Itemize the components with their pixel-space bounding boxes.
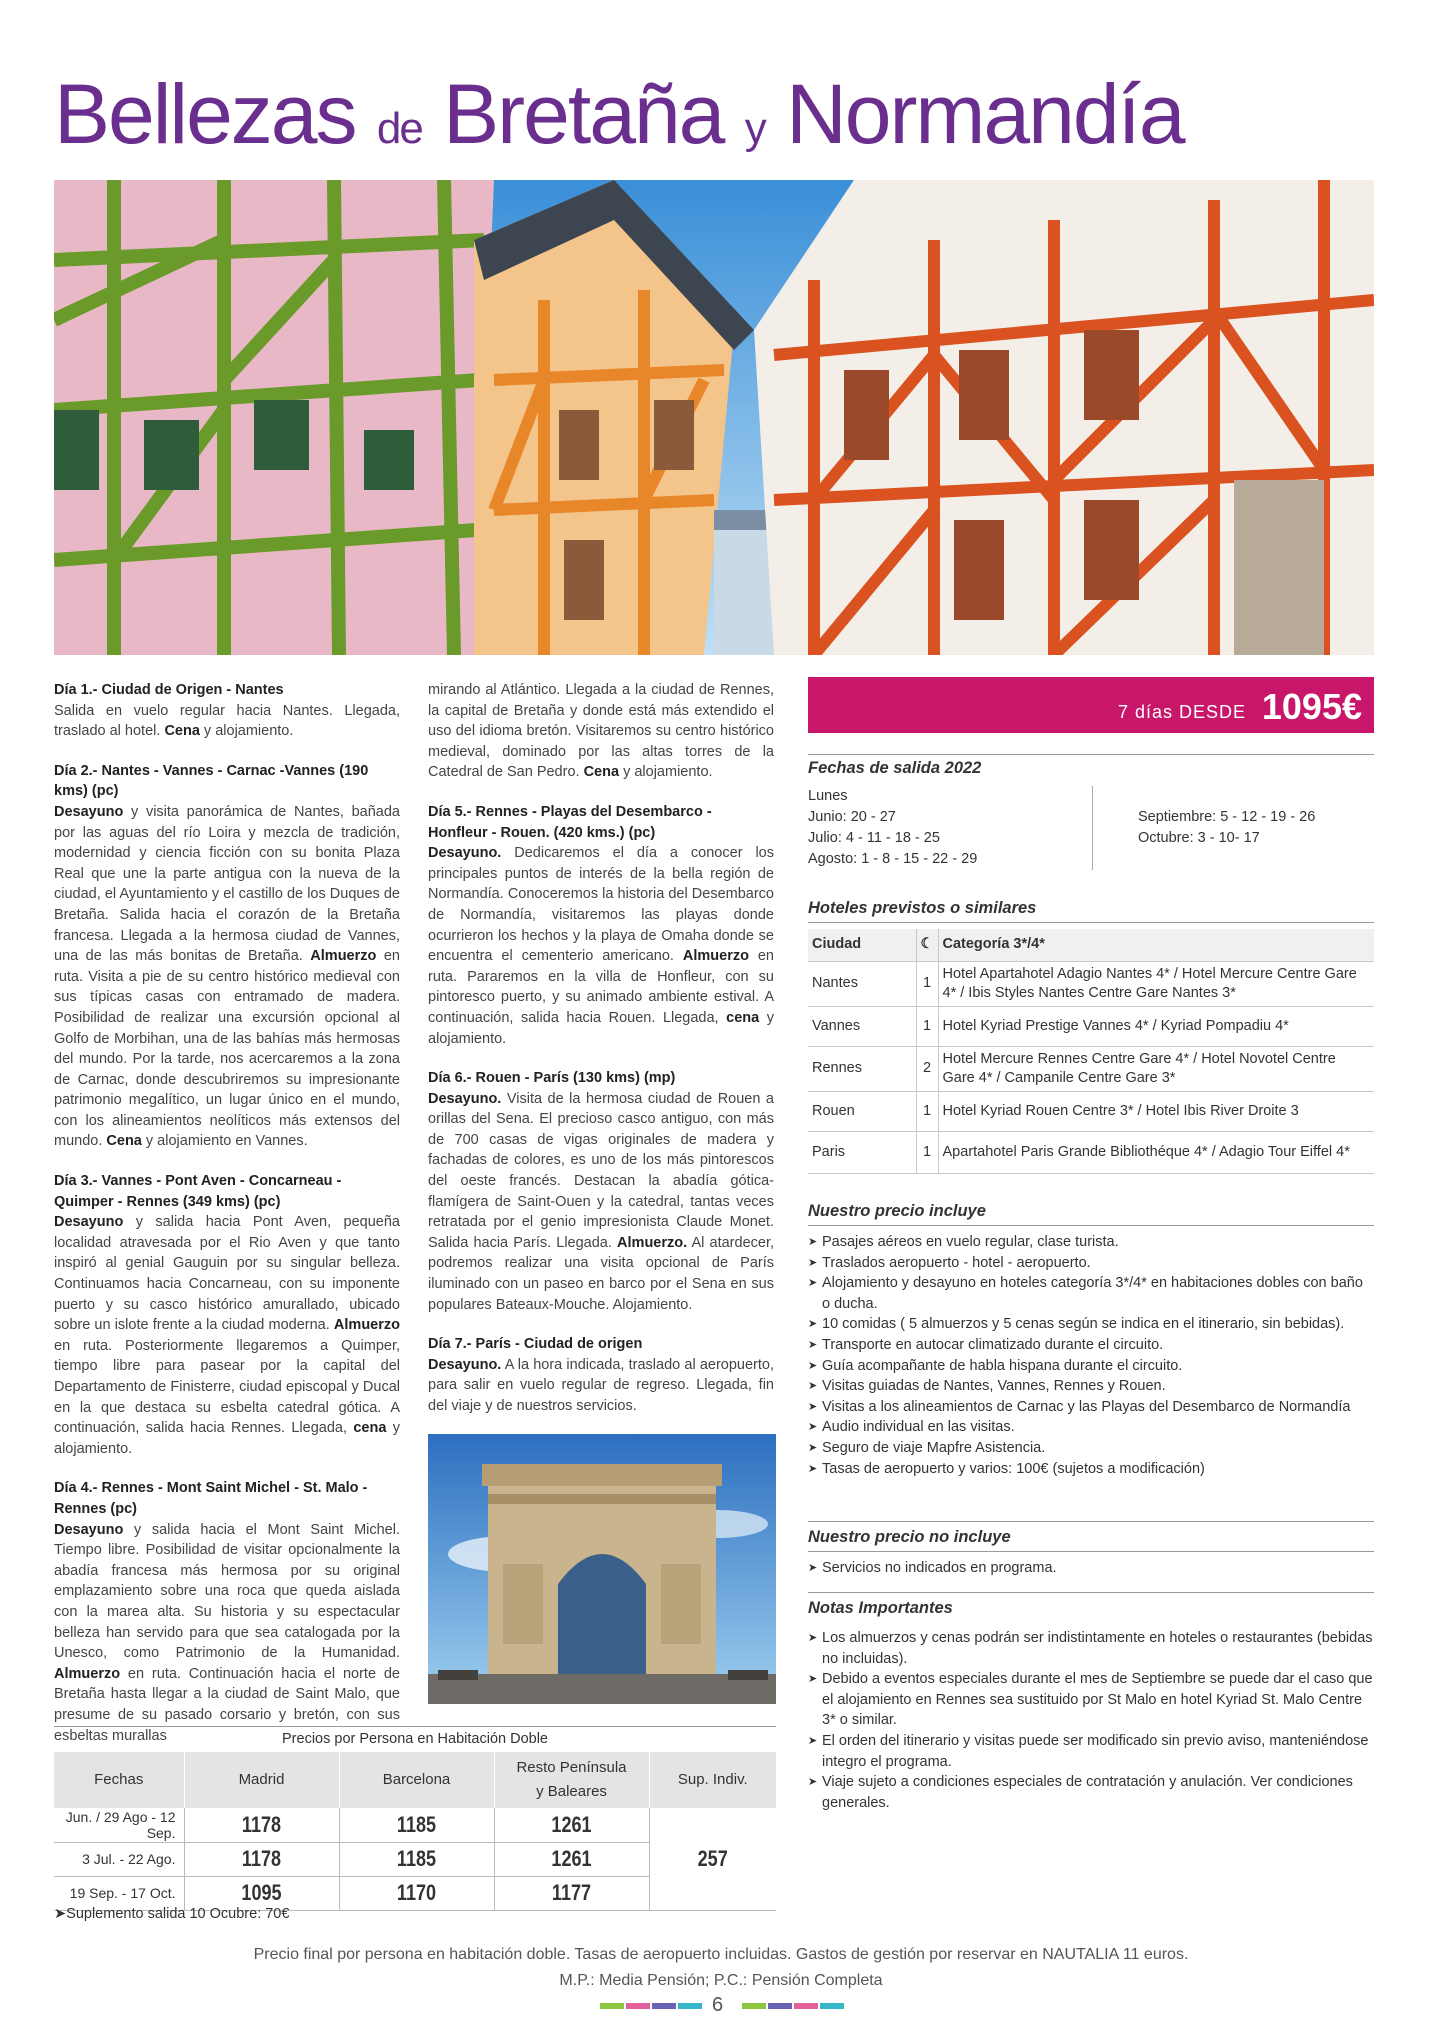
price-table-caption: Precios por Persona en Habitación Doble: [54, 1726, 776, 1747]
hero-photo-timber-houses: [54, 180, 1374, 655]
list-item: ➤ Audio individual en las visitas.: [808, 1417, 1374, 1438]
text-run: en ruta. Continuación hacia el norte de Bretaña hasta llegar a la ciudad de Saint Malo, que presume de su pasado corsario y bretón, con sus esbeltas murallas: [54, 1665, 400, 1744]
text-run: y visita panorámica de Nantes, bañada por las aguas del río Loira y mezcla de tradición, modernidad y ciencia ficción con su bonita Plaza Real que une la parte antigua con la nueva de la ciudad, el Ayuntamiento y el castillo de los Duques de Bretaña. Salida hacia el corazón de la Bretaña francesa. Llegada a la hermosa ciudad de Vannes, una de las más bonitas de Bretaña.: [54, 803, 400, 965]
text-run: en ruta. Visita a pie de su centro histórico medieval con sus típicas casas con entramado de madera. Posibilidad de realizar una excursión opcional al Golfo de Morbihan, una de las bahías más hermosas del mundo. Por la tarde, nos acercaremos a la zona de Carnac, donde descubriremos su impresionante patrimonio megalítico, un lugar único en el mundo, con los alineamientos neolíticos más extensos del mundo.: [54, 948, 400, 1150]
page-title: Bellezas de Bretaña y Normandía: [54, 67, 1184, 161]
table-row: [808, 1006, 1374, 1046]
itinerary-day-text: [428, 843, 774, 1049]
list-item: ➤ Traslados aeropuerto - hotel - aeropuerto.: [808, 1253, 1374, 1274]
bold-text: cena: [353, 1420, 387, 1437]
text-run: y alojamiento en Vannes.: [141, 1133, 308, 1150]
list-item: ➤ Transporte en autocar climatizado durante el circuito.: [808, 1335, 1374, 1356]
itinerary-day-title: Día 3.- Vannes - Pont Aven - Concarneau - Quimper - Rennes (349 kms) (pc): [54, 1173, 342, 1210]
list-item: ➤ Tasas de aeropuerto y varios: 100€ (sujetos a modificación): [808, 1459, 1374, 1480]
hotels-section: [808, 899, 1374, 1174]
itinerary-day: [428, 1334, 774, 1416]
itinerary-day: [54, 1171, 400, 1459]
hotel-names: Apartahotel Paris Grande Bibliothéque 4* / Adagio Tour Eiffel 4*: [938, 1131, 1374, 1173]
col-header-resto-line1: Resto Península: [516, 1759, 627, 1776]
text-run: y alojamiento.: [199, 723, 294, 740]
hotels-header-city: Ciudad: [808, 929, 916, 961]
excludes-title: Nuestro precio no incluye: [808, 1528, 1374, 1552]
list-item: ➤ Viaje sujeto a condiciones especiales de contratación y anulación. Ver condiciones generales.: [808, 1772, 1374, 1813]
price-banner: [808, 677, 1374, 733]
hotel-names: Hotel Kyriad Prestige Vannes 4* / Kyriad Pompadiu 4*: [938, 1006, 1374, 1046]
dates-august: Agosto: 1 - 8 - 15 - 22 - 29: [808, 851, 978, 867]
col-header-resto: [494, 1752, 649, 1808]
dates-july: Julio: 4 - 11 - 18 - 25: [808, 830, 940, 846]
text-run: en ruta. Pararemos en la villa de Honfleur, con su pintoresco puerto, y su animado ambiente estival. A continuación, salida hacia Rouen. Llegada,: [428, 948, 774, 1026]
itinerary-day: [54, 680, 400, 742]
supplement-text: Suplemento salida 10 Ocubre: 70€: [66, 1906, 290, 1922]
excludes-list: [808, 1558, 1374, 1579]
text-run: mirando al Atlántico. Llegada a la ciudad de Rennes, la capital de Bretaña y donde está más extendido el uso del idioma bretón. Visitaremos su centro histórico medieval, dominado por las altas torres de la Catedral de San Pedro.: [428, 682, 774, 781]
itinerary-day-text: [54, 1212, 400, 1459]
bold-text: Almuerzo: [310, 948, 377, 965]
itinerary-day-text: [54, 802, 400, 1152]
list-item: ➤ Debido a eventos especiales durante el mes de Septiembre se puede dar el caso que el alojamiento en Rennes sea sustituido por St Malo en hotel Kyriad St. Malo Centre 3* o similar.: [808, 1669, 1374, 1731]
text-run: Al atardecer, podremos realizar una visita opcional de París iluminado con un paseo en barco por el Sena en sus populares Bateaux-Mouche. Alojamiento.: [428, 1234, 774, 1313]
moon-icon: ☾: [916, 929, 938, 961]
bold-text: Cena: [106, 1133, 142, 1150]
hotel-nights: 1: [916, 961, 938, 1006]
hotel-nights: 1: [916, 1006, 938, 1046]
bold-text: Cena: [164, 723, 200, 740]
text-run: y salida hacia Pont Aven, pequeña localidad atravesada por el Rio Aven y que tanto inspiró al genial Gauguin por su singular belleza. Continuamos hacia Concarneau, con su imponente puerto y su casco histórico amurallado, ubicado sobre un islote frente a la ciudad moderna.: [54, 1214, 400, 1334]
col-header-resto-line2: y Baleares: [536, 1783, 607, 1800]
price-includes: [808, 1202, 1374, 1479]
itinerary-day-title: Día 6.- Rouen - París (130 kms) (mp): [428, 1070, 676, 1087]
itinerary-day: [428, 802, 774, 1049]
text-run: y alojamiento.: [428, 1009, 774, 1047]
itinerary-column-2: [428, 680, 774, 1436]
table-row: [54, 1808, 776, 1842]
bold-text: Desayuno.: [428, 845, 502, 862]
weekday-label: Lunes: [808, 788, 848, 804]
price-resto: 1261: [508, 1808, 635, 1842]
price-madrid: 1095: [198, 1876, 325, 1910]
text-run: Dedicaremos el día a conocer los principales puntos de interés de la bella región de Normandía. Conoceremos la historia del Desembarco de Normandía, visitaremos las playas donde ocurrieron los hechos y la playa de Omaha donde se encuentra el cementerio americano.: [428, 845, 774, 965]
table-row: [808, 1046, 1374, 1091]
includes-list: [808, 1232, 1374, 1479]
notes-list: [808, 1628, 1374, 1813]
price-table-header: [54, 1752, 776, 1808]
dates-june: Junio: 20 - 27: [808, 809, 896, 825]
text-run: y alojamiento.: [54, 1420, 400, 1457]
price-barcelona: 1185: [353, 1808, 480, 1842]
col-header-sup: Sup. Indiv.: [649, 1752, 776, 1808]
price-madrid: 1178: [198, 1842, 325, 1876]
footer-note: Precio final por persona en habitación doble. Tasas de aeropuerto incluidas. Gastos de gestión por reservar en NAUTALIA 11 euros.: [253, 1946, 1189, 1963]
row-dates: 19 Sep. - 17 Oct.: [54, 1876, 184, 1910]
itinerary-day-text: [428, 1089, 774, 1316]
list-item: ➤ El orden del itinerario y visitas puede ser modificado sin previo aviso, manteniéndose integro el programa.: [808, 1731, 1374, 1772]
bold-text: Almuerzo: [333, 1317, 400, 1334]
list-item: ➤ Guía acompañante de habla hispana durante el circuito.: [808, 1356, 1374, 1377]
hotels-title: Hoteles previstos o similares: [808, 899, 1374, 923]
hotel-city: Rennes: [808, 1046, 916, 1091]
color-bar-segment: [600, 2003, 624, 2009]
itinerary-column-1: [54, 680, 400, 1765]
text-run: A la hora indicada, traslado al aeropuerto, para salir en vuelo regular de regreso. Llegada, fin del viaje y de nuestros servicios.: [428, 1356, 774, 1414]
list-item: ➤ Alojamiento y desayuno en hoteles categoría 3*/4* en habitaciones dobles con baño o ducha.: [808, 1273, 1374, 1314]
text-run: en ruta. Posteriormente llegaremos a Quimper, tiempo libre para pasear por la capital del Departamento de Finisterre, ciudad episcopal y Ducal en la que destaca su esbelta catedral gótica. A continuación, salida hacia Rennes. Llegada,: [54, 1337, 400, 1437]
bold-text: Almuerzo.: [617, 1234, 688, 1251]
departure-dates: [808, 754, 1374, 894]
color-bar-segment: [768, 2003, 792, 2009]
table-row: [808, 1131, 1374, 1173]
text-run: Salida en vuelo regular hacia Nantes. Llegada, traslado al hotel.: [54, 702, 400, 740]
list-item: ➤ Pasajes aéreos en vuelo regular, clase turista.: [808, 1232, 1374, 1253]
color-bar-segment: [794, 2003, 818, 2009]
color-bar-segment: [678, 2003, 702, 2009]
page-number: 6: [712, 1994, 724, 2016]
dates-september: Septiembre: 5 - 12 - 19 - 26: [1138, 809, 1316, 825]
bold-text: Almuerzo: [54, 1665, 121, 1682]
bold-text: Desayuno: [54, 1214, 124, 1231]
itinerary-day-title: Día 1.- Ciudad de Origen - Nantes: [54, 682, 284, 698]
price-barcelona: 1185: [353, 1842, 480, 1876]
list-item: ➤ Seguro de viaje Mapfre Asistencia.: [808, 1438, 1374, 1459]
hotel-names: Hotel Mercure Rennes Centre Gare 4* / Hotel Novotel Centre Gare 4* / Campanile Centre Gare 3*: [938, 1046, 1374, 1091]
price-barcelona: 1170: [353, 1876, 480, 1910]
itinerary-day: [428, 1068, 774, 1315]
color-bar-segment: [626, 2003, 650, 2009]
departure-dates-title: Fechas de salida 2022: [808, 759, 982, 777]
bold-text: Almuerzo: [682, 948, 749, 965]
dates-october: Octubre: 3 - 10- 17: [1138, 830, 1260, 846]
itinerary-day-title: Día 4.- Rennes - Mont Saint Michel - St. Malo - Rennes (pc): [54, 1480, 368, 1517]
itinerary-day-text: [428, 680, 774, 783]
bold-text: Desayuno: [54, 1521, 124, 1538]
list-item: ➤ Servicios no indicados en programa.: [808, 1558, 1374, 1579]
hotel-city: Rouen: [808, 1091, 916, 1131]
itinerary-day-text: [54, 701, 400, 742]
itinerary-day-text: [54, 1520, 400, 1747]
hotel-city: Nantes: [808, 961, 916, 1006]
text-run: y salida hacia el Mont Saint Michel. Tiempo libre. Posibilidad de visitar opcionalmente la abadía francesa más hermosa por su original emplazamiento sobre una roca que queda aislada con la marea alta. Su historia y su espectacular belleza han servido para que sea catalogada por la Unesco, como Patrimonio de la Humanidad.: [54, 1521, 400, 1662]
price-excludes: [808, 1521, 1374, 1579]
itinerary-day: [428, 680, 774, 783]
list-item: ➤ Visitas guiadas de Nantes, Vannes, Rennes y Rouen.: [808, 1376, 1374, 1397]
itinerary-day-title: Día 2.- Nantes - Vannes - Carnac -Vannes (190 kms) (pc): [54, 762, 369, 800]
price-table: [54, 1752, 776, 1911]
col-header-madrid: Madrid: [184, 1752, 339, 1808]
bold-text: Desayuno.: [428, 1356, 502, 1373]
includes-title: Nuestro precio incluye: [808, 1202, 1374, 1226]
text-run: y alojamiento.: [619, 764, 713, 781]
hotels-header-row: [808, 929, 1374, 961]
itinerary-day-text: [428, 1355, 774, 1417]
price-resto: 1261: [508, 1842, 635, 1876]
price-sup-indiv: 257: [660, 1808, 764, 1910]
itinerary-day-title: Día 5.- Rennes - Playas del Desembarco - Honfleur - Rouen. (420 kms.) (pc): [428, 803, 712, 841]
hotel-city: Paris: [808, 1131, 916, 1173]
bold-text: Cena: [583, 764, 620, 781]
list-item: ➤ 10 comidas ( 5 almuerzos y 5 cenas según se indica en el itinerario, sin bebidas).: [808, 1314, 1374, 1335]
text-run: Visita de la hermosa ciudad de Rouen a orillas del Sena. El precioso casco antiguo, con más de 700 casas de vigas originales de madera y fachadas de colores, es uno de los más pintorescos del oeste francés. Destacan la abadía gótica-flamígera de Saint-Ouen y la catedral, tantas veces retratada por el genio impresionista Claude Monet. Salida hacia París. Llegada.: [428, 1090, 774, 1251]
row-dates: Jun. / 29 Ago - 12 Sep.: [54, 1808, 184, 1842]
hotel-nights: 2: [916, 1046, 938, 1091]
itinerary-day: [54, 761, 400, 1152]
color-bar-segment: [820, 2003, 844, 2009]
hotel-city: Vannes: [808, 1006, 916, 1046]
price-banner-value: 1095€: [1261, 686, 1362, 727]
row-dates: 3 Jul. - 22 Ago.: [54, 1842, 184, 1876]
hotel-nights: 1: [916, 1131, 938, 1173]
hotel-nights: 1: [916, 1091, 938, 1131]
hotels-table: [808, 929, 1374, 1174]
arc-de-triomphe-photo: [428, 1434, 776, 1704]
col-header-fechas: Fechas: [54, 1752, 184, 1808]
itinerary-day-title: Día 7.- París - Ciudad de origen: [428, 1336, 643, 1353]
list-item: ➤ Visitas a los alineamientos de Carnac y las Playas del Desembarco de Normandía: [808, 1397, 1374, 1418]
col-header-barcelona: Barcelona: [339, 1752, 494, 1808]
table-row: [808, 961, 1374, 1006]
price-madrid: 1178: [198, 1808, 325, 1842]
hotels-header-category: Categoría 3*/4*: [938, 929, 1374, 961]
hotel-names: Hotel Apartahotel Adagio Nantes 4* / Hotel Mercure Centre Gare 4* / Ibis Styles Nantes Centre Gare Nantes 3*: [938, 961, 1374, 1006]
footer-abbreviations: M.P.: Media Pensión; P.C.: Pensión Completa: [559, 1972, 883, 1989]
bold-text: Desayuno: [54, 803, 124, 820]
color-bar-segment: [742, 2003, 766, 2009]
hotel-names: Hotel Kyriad Rouen Centre 3* / Hotel Ibis River Droite 3: [938, 1091, 1374, 1131]
notes-title: Notas Importantes: [808, 1599, 953, 1617]
bold-text: cena: [726, 1009, 760, 1026]
important-notes: [808, 1592, 1374, 1813]
price-resto: 1177: [508, 1876, 635, 1910]
table-row: [808, 1091, 1374, 1131]
list-item: ➤ Los almuerzos y cenas podrán ser indistintamente en hoteles o restaurantes (bebidas no incluidas).: [808, 1628, 1374, 1669]
color-bar-segment: [652, 2003, 676, 2009]
price-banner-label: 7 días DESDE: [1117, 702, 1246, 722]
supplement-note: ➤Suplemento salida 10 Ocubre: 70€: [54, 1906, 290, 1922]
itinerary-day: [54, 1478, 400, 1746]
bold-text: Desayuno.: [428, 1090, 502, 1107]
